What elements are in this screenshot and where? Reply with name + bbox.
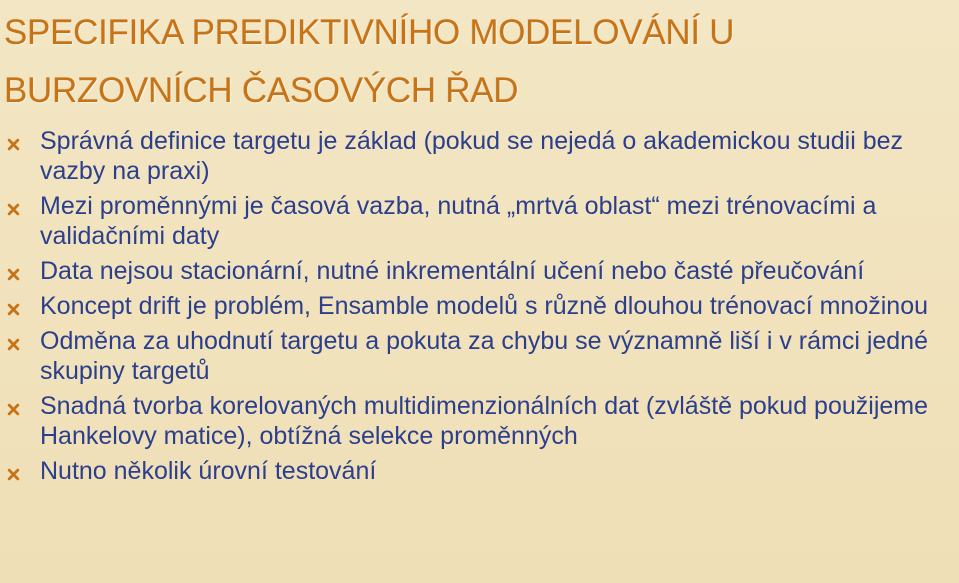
bullet-text: Snadná tvorba korelovaných multidimenzionálních dat (zvláště pokud použijeme Hankelovy matice), obtížná selekce proměnných <box>40 392 929 450</box>
x-mark-icon <box>7 303 20 316</box>
bullet-item <box>0 291 959 321</box>
bullet-text: Data nejsou stacionární, nutné inkrementální učení nebo časté přeučování <box>40 257 865 285</box>
bullet-text: Správná definice targetu je základ (pokud se nejedá o akademickou studii bez vazby na praxi) <box>40 127 904 185</box>
bullet-item <box>0 326 959 386</box>
bullet-list <box>0 126 959 491</box>
bullet-text: Nutno několik úrovní testování <box>40 457 377 485</box>
bullet-text: Koncept drift je problém, Ensamble modelů s různě dlouhou trénovací množinou <box>40 292 929 320</box>
bullet-text: Odměna za uhodnutí targetu a pokuta za chybu se významně liší i v rámci jedné skupiny targetů <box>40 327 928 385</box>
bullet-text: Mezi proměnnými je časová vazba, nutná „mrtvá oblast“ mezi trénovacími a validačními daty <box>40 192 877 250</box>
x-mark-icon <box>7 338 20 351</box>
bullet-item <box>0 456 959 486</box>
x-mark-icon <box>7 138 20 151</box>
slide-title: SPECIFIKA PREDIKTIVNÍHO MODELOVÁNÍ U BURZOVNÍCH ČASOVÝCH ŘAD <box>4 13 735 110</box>
bullet-item <box>0 391 959 451</box>
bullet-item <box>0 191 959 251</box>
bullet-item <box>0 126 959 186</box>
x-mark-icon <box>7 203 20 216</box>
x-mark-icon <box>7 468 20 481</box>
x-mark-icon <box>7 268 20 281</box>
x-mark-icon <box>7 403 20 416</box>
bullet-item <box>0 256 959 286</box>
